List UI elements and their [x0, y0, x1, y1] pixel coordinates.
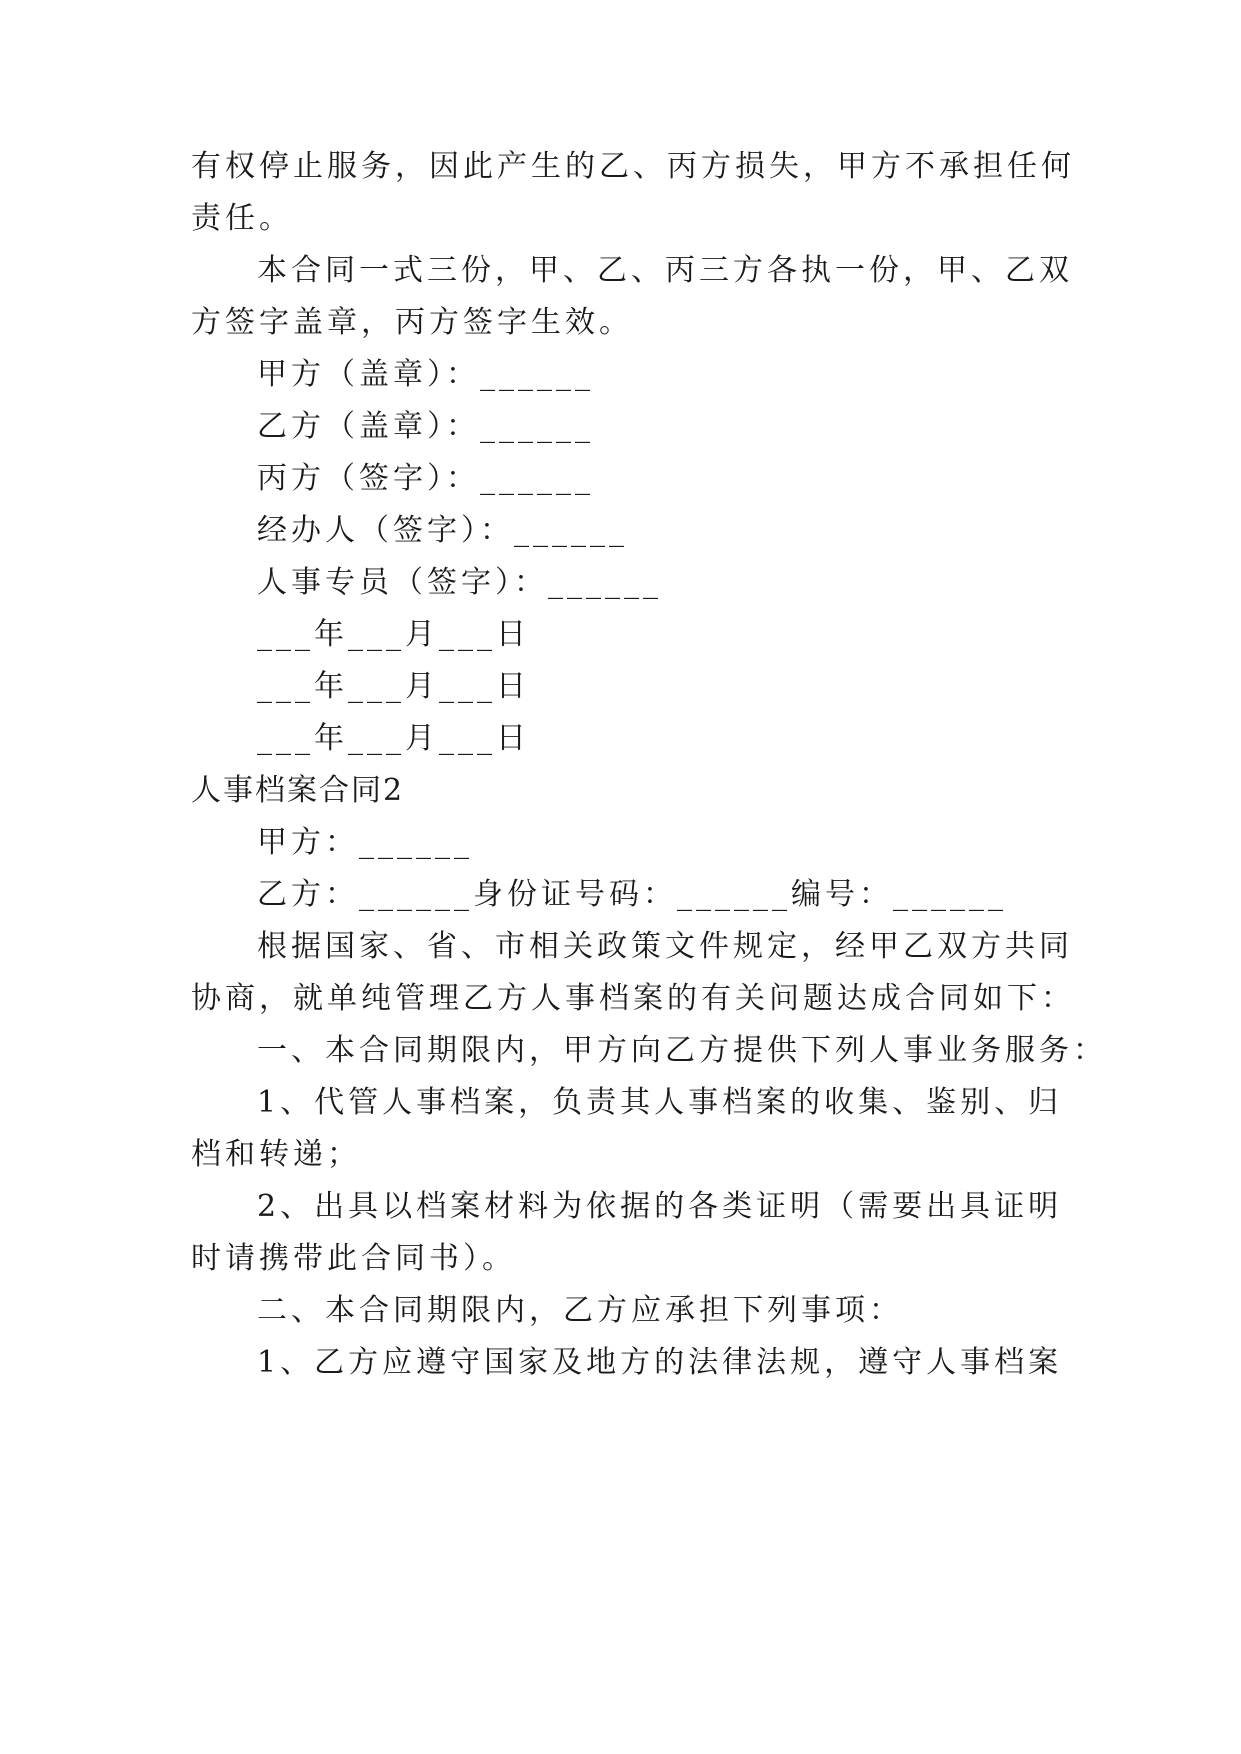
paragraph-line: 方签字盖章，丙方签字生效。: [191, 305, 633, 340]
signature-line-party-a: 甲方（盖章）：______: [257, 357, 594, 392]
paragraph-line: 时请携带此合同书）。: [191, 1241, 516, 1276]
signature-line-hr-specialist: 人事专员（签字）：______: [257, 565, 662, 600]
clause-heading: 二、本合同期限内，乙方应承担下列事项：: [257, 1293, 903, 1328]
signature-line-handler: 经办人（签字）：______: [257, 513, 628, 548]
date-line: ___年___月___日: [257, 617, 530, 652]
party-b-line: 乙方：______身份证号码：______编号：______: [257, 877, 1007, 912]
paragraph-line: 本合同一式三份，甲、乙、丙三方各执一份，甲、乙双: [257, 253, 1073, 288]
paragraph-line: 有权停止服务，因此产生的乙、丙方损失，甲方不承担任何: [191, 149, 1075, 184]
signature-line-party-b: 乙方（盖章）：______: [257, 409, 594, 444]
paragraph-line: 1、乙方应遵守国家及地方的法律法规，遵守人事档案: [257, 1345, 1063, 1380]
date-line: ___年___月___日: [257, 669, 530, 704]
paragraph-line: 2、出具以档案材料为依据的各类证明（需要出具证明: [257, 1189, 1063, 1224]
signature-line-party-c: 丙方（签字）：______: [257, 461, 594, 496]
paragraph-line: 根据国家、省、市相关政策文件规定，经甲乙双方共同: [257, 929, 1073, 964]
paragraph-line: 协商，就单纯管理乙方人事档案的有关问题达成合同如下：: [191, 981, 1075, 1016]
section-title: 人事档案合同2: [191, 773, 405, 808]
paragraph-line: 责任。: [191, 201, 293, 236]
paragraph-line: 1、代管人事档案，负责其人事档案的收集、鉴别、归: [257, 1085, 1063, 1120]
party-a-line: 甲方：______: [257, 825, 473, 860]
clause-heading: 一、本合同期限内，甲方向乙方提供下列人事业务服务：: [257, 1033, 1107, 1068]
paragraph-line: 档和转递；: [191, 1137, 361, 1172]
date-line: ___年___月___日: [257, 721, 530, 756]
